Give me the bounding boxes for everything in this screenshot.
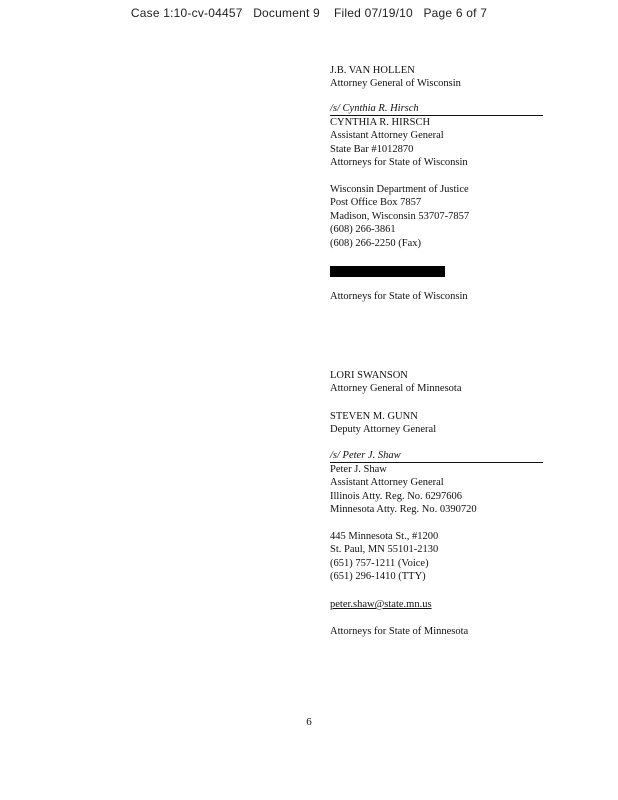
wi-signer-name: CYNTHIA R. HIRSCH bbox=[330, 117, 431, 128]
minnesota-signer-block bbox=[330, 450, 550, 517]
wi-bar-number: State Bar #1012870 bbox=[330, 143, 414, 155]
mn-email-block bbox=[330, 598, 550, 611]
mn-email-link[interactable]: peter.shaw@state.mn.us bbox=[330, 599, 432, 610]
mn-illinois-reg: Illinois Atty. Reg. No. 6297606 bbox=[330, 490, 463, 502]
wi-city: Madison, Wisconsin 53707-7857 bbox=[330, 210, 470, 222]
mn-signer-name: Peter J. Shaw bbox=[330, 464, 387, 475]
mn-city: St. Paul, MN 55101-2130 bbox=[330, 544, 439, 556]
minnesota-ag-block bbox=[330, 369, 550, 396]
page-number: 6 bbox=[306, 716, 312, 728]
wisconsin-ag-block bbox=[330, 64, 550, 91]
mn-tty: (651) 296-1410 (TTY) bbox=[330, 571, 426, 583]
mn-signer-title: Assistant Attorney General bbox=[330, 477, 444, 489]
mn-deputy-title: Deputy Attorney General bbox=[330, 424, 437, 436]
wi-dept: Wisconsin Department of Justice bbox=[330, 184, 469, 195]
wi-attorneys-for-text: Attorneys for State of Wisconsin bbox=[330, 291, 468, 302]
mn-deputy-name: STEVEN M. GUNN bbox=[330, 411, 418, 422]
wi-fax: (608) 266-2250 (Fax) bbox=[330, 237, 421, 249]
wi-attorneys-for bbox=[330, 290, 550, 303]
wi-phone: (608) 266-3861 bbox=[330, 224, 396, 236]
wi-role: Attorneys for State of Wisconsin bbox=[330, 157, 468, 169]
case-header: Case 1:10-cv-04457 Document 9 Filed 07/19/10 Page 6 of 7 bbox=[130, 6, 488, 20]
wi-ag-title: Attorney General of Wisconsin bbox=[330, 78, 461, 90]
mn-signature-line: /s/ Peter J. Shaw bbox=[330, 450, 543, 463]
mn-street: 445 Minnesota St., #1200 bbox=[330, 531, 439, 542]
mn-ag-title: Attorney General of Minnesota bbox=[330, 383, 462, 395]
mn-minnesota-reg: Minnesota Atty. Reg. No. 0390720 bbox=[330, 504, 477, 516]
wisconsin-signer-block bbox=[330, 103, 550, 170]
mn-voice: (651) 757-1211 (Voice) bbox=[330, 557, 429, 569]
wi-signature-line: /s/ Cynthia R. Hirsch bbox=[330, 103, 543, 116]
mn-attorneys-for bbox=[330, 625, 550, 638]
wisconsin-address-block bbox=[330, 183, 550, 250]
minnesota-deputy-block bbox=[330, 410, 550, 437]
minnesota-address-block bbox=[330, 530, 550, 584]
redaction-bar bbox=[330, 266, 445, 277]
wi-signer-title: Assistant Attorney General bbox=[330, 130, 444, 142]
wi-po-box: Post Office Box 7857 bbox=[330, 197, 422, 209]
mn-ag-name: LORI SWANSON bbox=[330, 370, 408, 381]
mn-attorneys-for-text: Attorneys for State of Minnesota bbox=[330, 626, 469, 637]
wi-ag-name: J.B. VAN HOLLEN bbox=[330, 65, 415, 76]
